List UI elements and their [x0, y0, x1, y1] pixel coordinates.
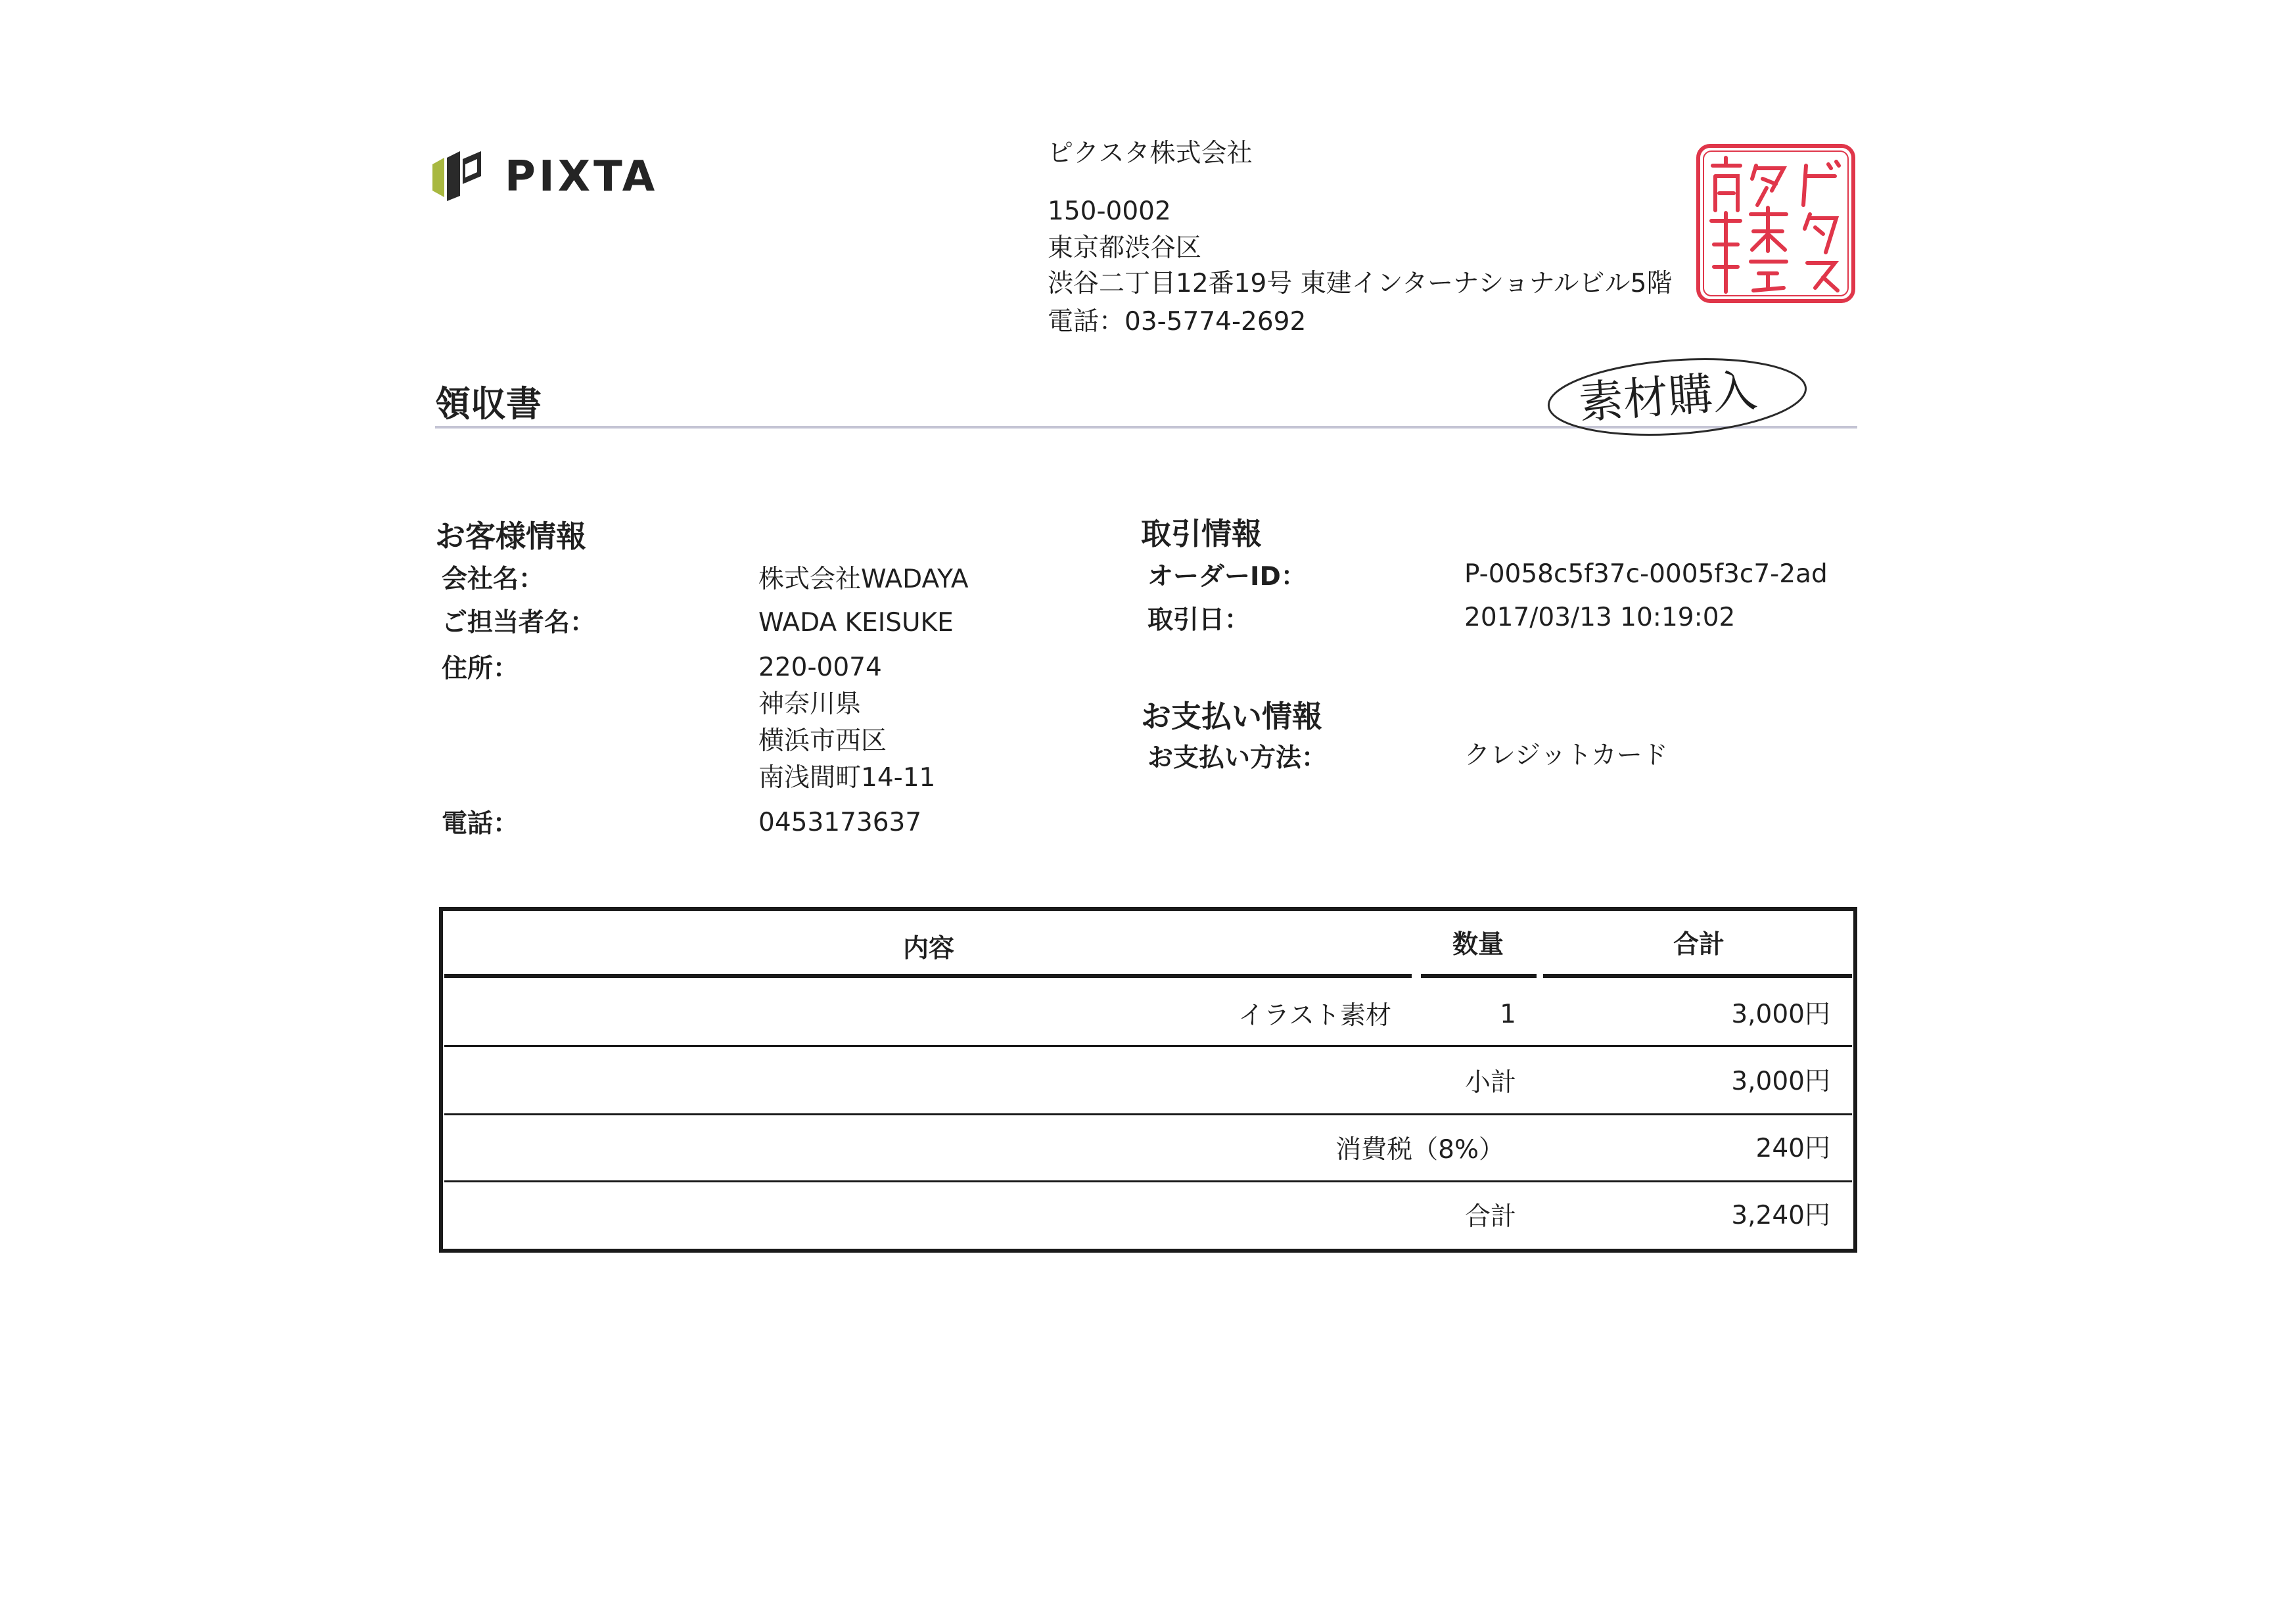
item-name: イラスト素材	[1238, 1001, 1391, 1031]
column-header-content: 内容	[903, 934, 955, 963]
document-title: 領収書	[435, 383, 542, 425]
payment-method-value: クレジットカード	[1464, 741, 1668, 770]
column-header-quantity: 数量	[1452, 930, 1504, 960]
company-seal-stamp	[1694, 142, 1857, 305]
item-amount: 3,000円	[1731, 1000, 1830, 1029]
table-row-rule-2	[444, 1113, 1852, 1115]
table-row-rule-3	[444, 1180, 1852, 1182]
tax-label: 消費税（8%）	[1335, 1135, 1504, 1165]
customer-phone-label: 電話：	[442, 809, 519, 839]
address-line-city: 横浜市西区	[758, 726, 887, 756]
grand-total-amount: 3,240円	[1731, 1201, 1830, 1230]
tax-amount: 240円	[1755, 1134, 1830, 1163]
handwritten-note-oval	[1546, 346, 1815, 444]
address-label: 住所：	[442, 654, 519, 684]
address-line-street: 南浅間町14-11	[758, 763, 936, 793]
address-line-postal: 220-0074	[758, 653, 882, 682]
table-header-rule	[444, 974, 1852, 978]
payment-method-label: お支払い方法：	[1147, 743, 1328, 773]
subtotal-label: 小計	[1464, 1068, 1516, 1098]
issuer-address-line-1: 東京都渋谷区	[1048, 233, 1202, 263]
transaction-info-heading: 取引情報	[1141, 516, 1262, 551]
order-id-value: P-0058c5f37c-0005f3c7-2ad	[1464, 559, 1828, 589]
company-name-label: 会社名：	[442, 565, 545, 594]
customer-phone-value: 0453173637	[758, 808, 922, 837]
table-row-rule-1	[444, 1045, 1852, 1047]
payment-info-heading: お支払い情報	[1141, 699, 1322, 734]
issuer-address-line-2: 渋谷二丁目12番19号 東建インターナショナルビル5階	[1048, 269, 1673, 298]
pixta-logo-icon	[431, 150, 484, 202]
issuer-phone: 電話：03-5774-2692	[1048, 307, 1307, 336]
issuer-company-name: ピクスタ株式会社	[1048, 139, 1253, 168]
company-name-value: 株式会社WADAYA	[758, 565, 969, 594]
transaction-date-value: 2017/03/13 10:19:02	[1464, 603, 1736, 632]
customer-info-heading: お客様情報	[435, 519, 586, 554]
address-line-prefecture: 神奈川県	[758, 689, 862, 719]
company-logo-text: PIXTA	[505, 152, 659, 201]
grand-total-label: 合計	[1464, 1202, 1516, 1232]
order-id-label: オーダーID：	[1147, 562, 1307, 592]
contact-person-label: ご担当者名：	[442, 608, 596, 638]
transaction-date-label: 取引日：	[1147, 605, 1251, 635]
handwritten-note-text: 素材購入	[1577, 365, 1759, 430]
contact-person-value: WADA KEISUKE	[758, 608, 954, 638]
receipt-table	[439, 907, 1857, 1253]
item-quantity: 1	[1500, 1000, 1516, 1029]
column-header-total: 合計	[1673, 930, 1725, 960]
subtotal-amount: 3,000円	[1731, 1067, 1830, 1096]
issuer-postal-code: 150-0002	[1048, 197, 1171, 226]
